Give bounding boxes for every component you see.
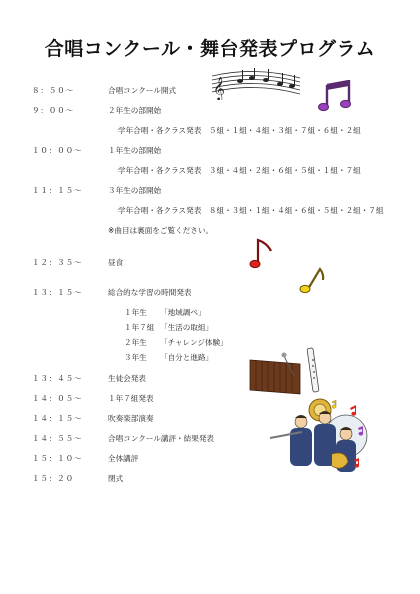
event-results: 合唱コンクール講評・結果発表 [108, 434, 215, 443]
time-1405: １４：０５～ [32, 394, 83, 403]
time-1455: １４：５５～ [32, 434, 83, 443]
time-1520: １５：２０ [32, 474, 74, 483]
time-1315: １３：１５～ [32, 288, 83, 297]
yellow-note-icon [298, 266, 326, 296]
purple-note-icon [318, 80, 352, 112]
event-student-council: 生徒会発表 [108, 374, 146, 383]
svg-text:𝄞: 𝄞 [213, 76, 225, 100]
study-grade: １年生 [124, 308, 147, 317]
time-1115: １１：１５～ [32, 186, 83, 195]
event-grade2-detail: 学年合唱・各クラス発表 ５組・１組・４組・３組・７組・６組・２組 [118, 126, 361, 135]
music-staff-icon [210, 66, 302, 100]
time-0900: ９：００～ [32, 106, 74, 115]
study-grade: １年７組 [124, 323, 155, 332]
time-0850: ８：５０～ [32, 86, 74, 95]
time-1510: １５：１０～ [32, 454, 83, 463]
time-1345: １３：４５～ [32, 374, 83, 383]
program-note: ※曲目は裏面をご覧ください。 [108, 226, 214, 235]
event-lunch: 昼食 [108, 258, 124, 267]
event-study-presentation: 総合的な学習の時間発表 [108, 288, 192, 297]
time-1415: １４：１５～ [32, 414, 83, 423]
event-closing: 閉式 [108, 474, 124, 483]
xylophone-icon [248, 346, 332, 396]
time-1000: １０：００～ [32, 146, 83, 155]
study-topic: 「チャレンジ体験」 [160, 338, 228, 347]
event-grade2-start: ２年生の部開始 [108, 106, 162, 115]
page-title: 合唱コンクール・舞台発表プログラム [44, 38, 376, 60]
event-grade1-start: １年生の部開始 [108, 146, 162, 155]
event-grade3-detail: 学年合唱・各クラス発表 ８組・３組・１組・４組・６組・５組・２組・７組 [118, 206, 384, 215]
event-general-review: 全体講評 [108, 454, 139, 463]
brass-band-icon [262, 394, 372, 486]
study-topic: 「生活の取組」 [160, 323, 214, 332]
event-grade3-start: ３年生の部開始 [108, 186, 162, 195]
event-grade1-detail: 学年合唱・各クラス発表 ３組・４組・２組・６組・５組・１組・７組 [118, 166, 361, 175]
study-grade: ３年生 [124, 353, 147, 362]
red-note-icon [249, 237, 273, 271]
time-1235: １２：３５～ [32, 258, 83, 267]
event-class-1-7: １年７組発表 [108, 394, 154, 403]
study-topic: 「自分と進路」 [160, 353, 214, 362]
event-brass-band: 吹奏楽部演奏 [108, 414, 154, 423]
study-grade: ２年生 [124, 338, 147, 347]
study-topic: 「地域調べ」 [160, 308, 206, 317]
event-opening: 合唱コンクール開式 [108, 86, 177, 95]
